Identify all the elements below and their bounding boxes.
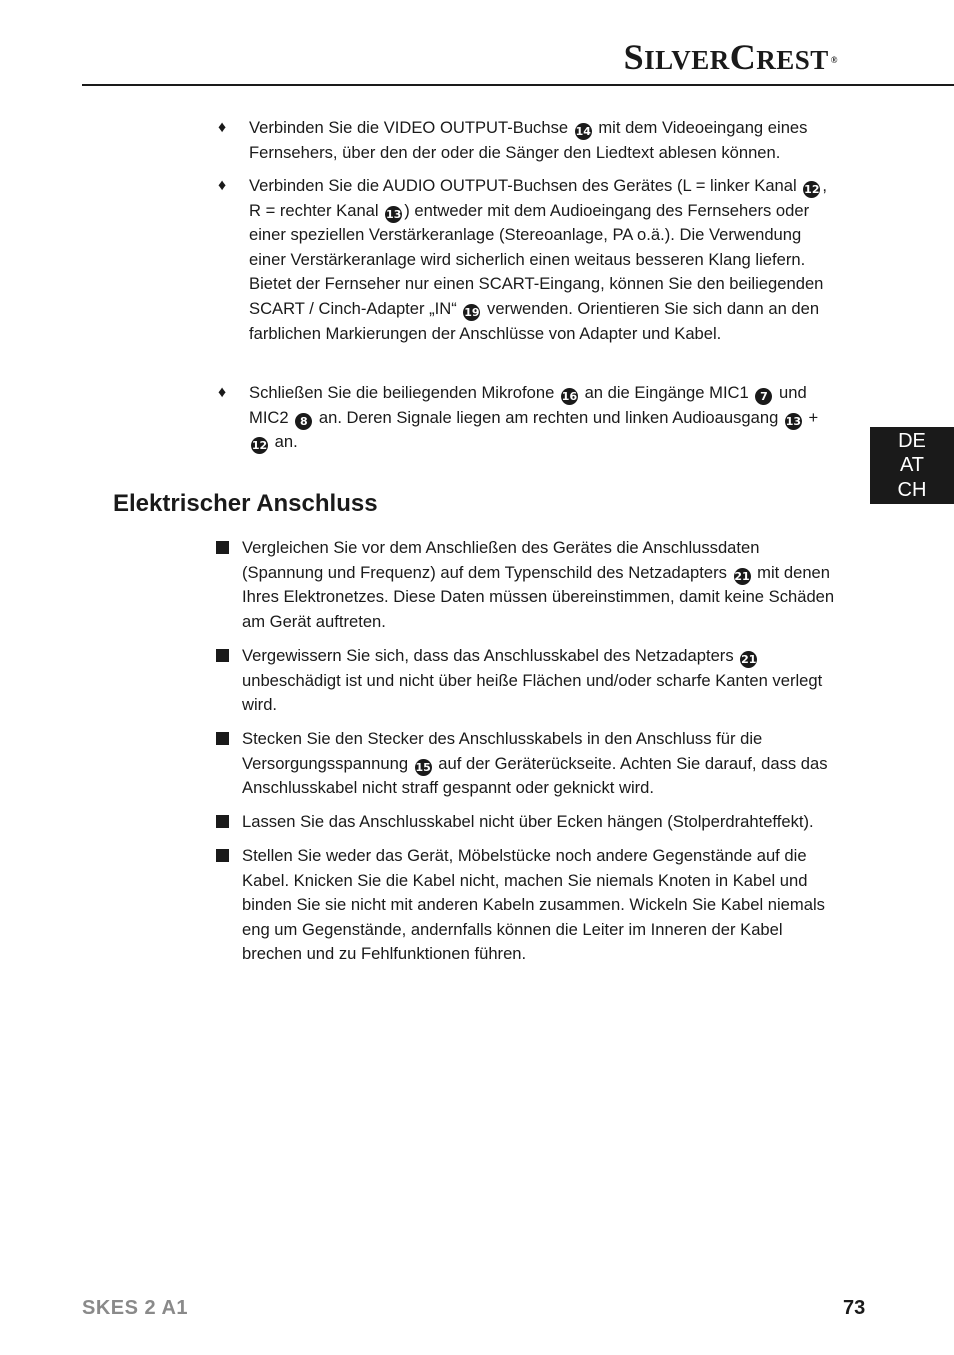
page-number: 73 [843,1297,866,1319]
header-divider [82,84,954,86]
section-title: Elektrischer Anschluss [113,490,378,517]
model-number: SKES 2 A1 [82,1297,189,1319]
logo-text-ilver: ILVER [644,45,730,75]
item-text: Verbinden Sie die AUDIO OUTPUT-Buchsen des Gerätes (L = linker Kanal [249,176,802,195]
list-item-video-output [249,116,839,165]
item-text: Vergewissern Sie sich, dass das Anschlusskabel des Netzadapters [242,646,739,665]
diamond-bullet-icon: ♦ [218,384,227,401]
item-text: an. [270,432,298,452]
list-item-compare-ratings [242,536,839,634]
logo-letter-s: S [623,37,645,77]
item-text: an die Eingänge MIC1 [579,383,754,402]
item-text: Stellen Sie weder das Gerät, Möbelstücke noch andere Gegenstände auf die Kabel. Knicken Sie die Kabel nicht, machen Sie niemals Knoten in Kabel und binden Sie sie nicht mit anderen Kabeln zusammen. Wickeln Sie Kabel niemals eng um Gegenstände, andernfalls können die Leiter im Inneren der Kabel brechen und zu Fehlfunktionen führen. [242,846,825,964]
ref-number-badge: 19 [464,305,480,319]
item-text: auf der Geräterückseite. Achten Sie darauf, dass das Anschlusskabel nicht straff gespannt oder geknickt wird. [242,753,828,798]
item-text: an. Deren Signale liegen am rechten und linken Audioausgang [314,407,783,427]
ref-number-badge: 21 [734,569,750,583]
ref-number-badge: 15 [415,760,431,774]
square-bullet-icon [216,732,229,745]
item-text: ) entweder mit dem Audioeingang des Fernsehers oder einer speziellen Verstärkeranlage (Stereoanlage, PA o.ä.). Die Verwendung einer Verstärkeranlage wird sicherlich einen weitaus besseren Klang liefern. Bietet der Fernseher nur einen SCART-Eingang, können Sie den beiliegenden SCART / Cinch-Adapter „IN“ [249,200,824,318]
item-text: mit denen Ihres Elektronetzes. Diese Daten müssen übereinstimmen, damit keine Schäden am Gerät auftreten. [242,562,835,631]
list-item-audio-output [249,174,839,346]
brand-logo [624,36,838,78]
ref-number-badge: 16 [561,390,578,403]
logo-text-rest: REST [756,45,829,75]
ref-number-badge: 14 [575,125,591,138]
item-text: Stecken Sie den Stecker des Anschlusskabels in den Anschluss für die Versorgungsspannung [242,729,763,773]
list-item-trip-hazard [242,810,839,835]
item-text: unbeschädigt ist und nicht über heiße Flächen und/oder scharfe Kanten verlegt wird. [242,670,823,715]
square-bullet-icon [216,541,229,554]
ref-number-badge: 8 [295,413,312,430]
list-item-cable-care [242,844,839,967]
ref-number-badge: 12 [804,183,820,196]
item-text: Vergleichen Sie vor dem Anschließen des Gerätes die Anschlussdaten (Spannung und Frequenz) auf dem Typenschild des Netzadapters [242,538,760,582]
diamond-bullet-icon: ♦ [218,119,227,136]
language-at: AT [899,454,925,477]
list-item-plug-in [242,727,839,801]
item-text: Lassen Sie das Anschlusskabel nicht über Ecken hängen (Stolperdrahteffekt). [242,812,814,831]
language-de: DE [898,429,926,452]
registered-mark: ® [830,54,838,65]
ref-number-badge: 12 [251,439,268,453]
logo-letter-c: C [729,37,757,77]
square-bullet-icon [216,815,229,828]
item-text: Schließen Sie die beiliegenden Mikrofone [249,383,559,402]
item-text: verwenden. Orientieren Sie sich dann an den farblichen Markierungen der Anschlüsse von Adapter und Kabel. [249,298,820,343]
list-item-check-cable [242,644,839,718]
item-text: Verbinden Sie die VIDEO OUTPUT-Buchse [249,118,573,137]
item-text: , R = rechter Kanal [249,176,827,220]
item-text: + [803,407,819,427]
ref-number-badge: 21 [741,653,757,666]
list-item-microphones [249,381,839,455]
diamond-bullet-icon: ♦ [218,177,227,194]
ref-number-badge: 13 [785,414,802,428]
item-text: und MIC2 [249,383,807,427]
item-text: mit dem Videoeingang eines Fernsehers, über den der oder die Sänger den Liedtext ablesen können. [249,118,808,162]
square-bullet-icon [216,849,229,862]
ref-number-badge: 13 [386,207,402,221]
square-bullet-icon [216,649,229,662]
language-tab [870,427,954,504]
language-ch: CH [897,478,927,501]
ref-number-badge: 7 [755,388,772,405]
